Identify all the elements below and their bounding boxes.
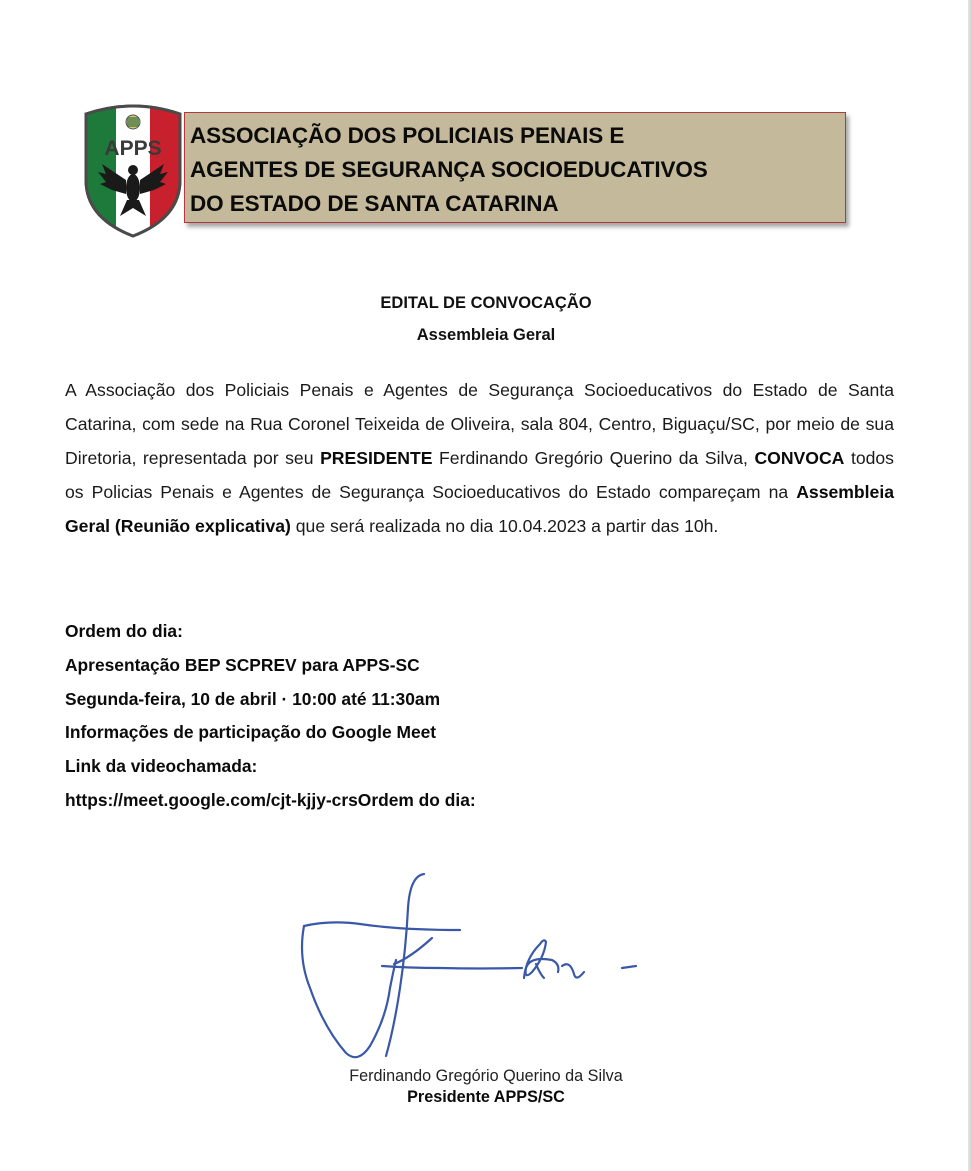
body-text-3: todos os Policias Penais e Agentes de Segurança Socioeducativos do Estado compareçam na — [65, 448, 894, 502]
agenda-item-date: Segunda-feira, 10 de abril · 10:00 até 11:30am — [65, 688, 441, 709]
body-text-1: A Associação dos Policiais Penais e Agentes de Segurança Socioeducativos do Estado de Santa Catarina, com sede na Rua Coronel Teixeida de Oliveira, sala 804, Centro, Biguaçu/SC, por meio de sua Diretoria, representada por seu — [65, 380, 894, 468]
body-text-4: que será realizada no dia 10.04.2023 a partir das 10h. — [290, 516, 719, 536]
body-paragraph — [65, 373, 894, 543]
handwritten-signature — [290, 868, 650, 1068]
document-subtitle: Assembleia Geral — [416, 326, 556, 344]
title-line-2: AGENTES DE SEGURANÇA SOCIOEDUCATIVOS — [190, 157, 708, 182]
body-text-2: Ferdinando Gregório Querino da Silva, — [432, 448, 755, 468]
title-line-1: ASSOCIAÇÃO DOS POLICIAIS PENAIS E — [190, 123, 625, 148]
page-edge — [968, 0, 972, 1171]
signatory-name — [0, 1067, 972, 1086]
agenda-item-link[interactable]: https://meet.google.com/cjt-kjjy-crsOrdem do dia: — [65, 789, 476, 810]
agenda-item-link-label: Link da videochamada: — [65, 756, 258, 777]
body-bold-president: PRESIDENTE — [320, 448, 433, 468]
agenda-item-meet-info: Informações de participação do Google Meet — [65, 722, 437, 743]
agenda-item-topic: Apresentação BEP SCPREV para APPS-SC — [65, 654, 420, 675]
agenda-heading: Ordem do dia: — [65, 621, 183, 641]
body-bold-assembly: Assembleia Geral (Reunião explicativa) — [65, 482, 894, 536]
apps-logo-icon — [80, 100, 186, 240]
association-title-box — [184, 112, 846, 223]
document-title: EDITAL DE CONVOCAÇÃO — [380, 294, 592, 312]
signatory-name-text: Ferdinando Gregório Querino da Silva — [349, 1067, 623, 1085]
signatory-role: Presidente APPS/SC — [407, 1088, 565, 1106]
body-bold-convoca: CONVOCA — [754, 448, 845, 468]
title-line-3: DO ESTADO DE SANTA CATARINA — [190, 191, 559, 216]
logo-text: APPS — [104, 137, 162, 160]
agenda-block — [65, 615, 925, 818]
